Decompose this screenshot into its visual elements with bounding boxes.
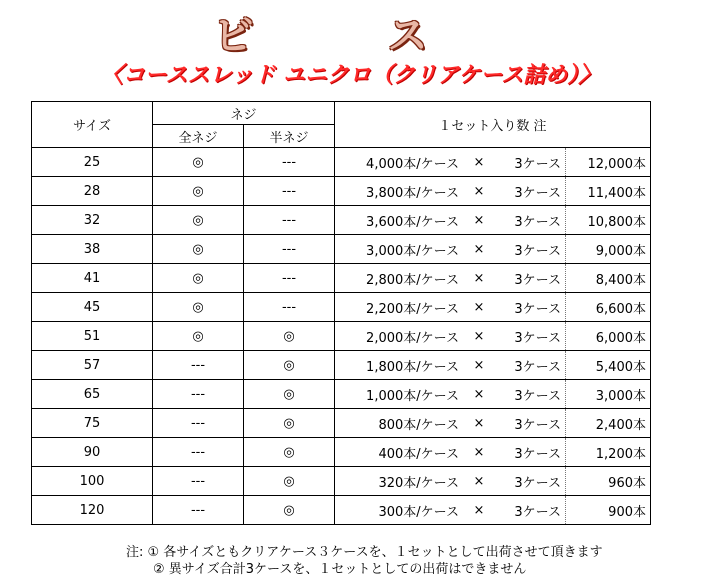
- cell-qty-per-case: 3,000本/ケース: [335, 235, 464, 264]
- cell-full-thread: ◎: [153, 235, 244, 264]
- cell-full-thread: ---: [153, 380, 244, 409]
- table-row: [32, 148, 651, 177]
- cell-cases: 3ケース: [495, 148, 566, 177]
- header-half-thread: 半ネジ: [244, 125, 335, 148]
- cell-total: 8,400本: [566, 264, 651, 293]
- cell-qty-per-case: 4,000本/ケース: [335, 148, 464, 177]
- cell-times: ×: [463, 496, 495, 525]
- cell-qty-per-case: 2,200本/ケース: [335, 293, 464, 322]
- cell-size: 51: [32, 322, 153, 351]
- cell-cases: 3ケース: [495, 380, 566, 409]
- table-row: [32, 496, 651, 525]
- table-row: [32, 322, 651, 351]
- cell-half-thread: ---: [244, 177, 335, 206]
- cell-cases: 3ケース: [495, 206, 566, 235]
- cell-times: ×: [463, 467, 495, 496]
- cell-qty-per-case: 300本/ケース: [335, 496, 464, 525]
- cell-qty-per-case: 3,600本/ケース: [335, 206, 464, 235]
- cell-full-thread: ◎: [153, 322, 244, 351]
- cell-full-thread: ---: [153, 409, 244, 438]
- cell-qty-per-case: 320本/ケース: [335, 467, 464, 496]
- cell-total: 10,800本: [566, 206, 651, 235]
- cell-cases: 3ケース: [495, 467, 566, 496]
- cell-size: 38: [32, 235, 153, 264]
- cell-cases: 3ケース: [495, 351, 566, 380]
- cell-cases: 3ケース: [495, 322, 566, 351]
- cell-size: 100: [32, 467, 153, 496]
- cell-size: 25: [32, 148, 153, 177]
- cell-times: ×: [463, 380, 495, 409]
- cell-cases: 3ケース: [495, 496, 566, 525]
- cell-size: 41: [32, 264, 153, 293]
- cell-total: 6,000本: [566, 322, 651, 351]
- cell-total: 5,400本: [566, 351, 651, 380]
- table-row: [32, 206, 651, 235]
- cell-qty-per-case: 400本/ケース: [335, 438, 464, 467]
- cell-full-thread: ◎: [153, 148, 244, 177]
- cell-size: 57: [32, 351, 153, 380]
- cell-times: ×: [463, 351, 495, 380]
- cell-half-thread: ◎: [244, 438, 335, 467]
- note-2: ② 異サイズ合計3ケースを、１セットとしての出荷はできません: [153, 562, 527, 577]
- cell-total: 3,000本: [566, 380, 651, 409]
- cell-size: 90: [32, 438, 153, 467]
- table-row: [32, 409, 651, 438]
- cell-total: 1,200本: [566, 438, 651, 467]
- cell-qty-per-case: 2,000本/ケース: [335, 322, 464, 351]
- cell-total: 9,000本: [566, 235, 651, 264]
- cell-times: ×: [463, 264, 495, 293]
- header-full-thread: 全ネジ: [153, 125, 244, 148]
- cell-half-thread: ◎: [244, 351, 335, 380]
- header-size: サイズ: [32, 102, 153, 148]
- cell-full-thread: ---: [153, 496, 244, 525]
- table-row: [32, 351, 651, 380]
- header-row-1: [32, 102, 651, 125]
- cell-cases: 3ケース: [495, 293, 566, 322]
- cell-total: 900本: [566, 496, 651, 525]
- table-row: [32, 380, 651, 409]
- table-row: [32, 293, 651, 322]
- cell-qty-per-case: 1,800本/ケース: [335, 351, 464, 380]
- table-row: [32, 467, 651, 496]
- cell-full-thread: ◎: [153, 177, 244, 206]
- cell-size: 75: [32, 409, 153, 438]
- cell-half-thread: ---: [244, 206, 335, 235]
- cell-total: 11,400本: [566, 177, 651, 206]
- table-row: [32, 264, 651, 293]
- cell-total: 960本: [566, 467, 651, 496]
- cell-size: 120: [32, 496, 153, 525]
- cell-half-thread: ◎: [244, 380, 335, 409]
- cell-full-thread: ◎: [153, 264, 244, 293]
- cell-times: ×: [463, 293, 495, 322]
- cell-half-thread: ◎: [244, 409, 335, 438]
- cell-times: ×: [463, 206, 495, 235]
- cell-total: 2,400本: [566, 409, 651, 438]
- cell-half-thread: ---: [244, 148, 335, 177]
- cell-total: 12,000本: [566, 148, 651, 177]
- cell-full-thread: ---: [153, 351, 244, 380]
- cell-half-thread: ◎: [244, 467, 335, 496]
- header-screw: ネジ: [153, 102, 335, 125]
- page-subtitle: 〈コーススレッド ユニクロ（クリアケース詰め）〉: [100, 63, 601, 88]
- table-row: [32, 177, 651, 206]
- cell-times: ×: [463, 177, 495, 206]
- cell-full-thread: ◎: [153, 293, 244, 322]
- cell-half-thread: ---: [244, 264, 335, 293]
- cell-full-thread: ---: [153, 467, 244, 496]
- cell-qty-per-case: 800本/ケース: [335, 409, 464, 438]
- cell-qty-per-case: 1,000本/ケース: [335, 380, 464, 409]
- cell-full-thread: ---: [153, 438, 244, 467]
- table-row: [32, 438, 651, 467]
- cell-half-thread: ◎: [244, 496, 335, 525]
- cell-size: 28: [32, 177, 153, 206]
- cell-half-thread: ---: [244, 235, 335, 264]
- cell-cases: 3ケース: [495, 264, 566, 293]
- cell-cases: 3ケース: [495, 177, 566, 206]
- cell-qty-per-case: 2,800本/ケース: [335, 264, 464, 293]
- cell-half-thread: ◎: [244, 322, 335, 351]
- cell-cases: 3ケース: [495, 235, 566, 264]
- product-table: [31, 101, 651, 525]
- cell-cases: 3ケース: [495, 438, 566, 467]
- cell-size: 32: [32, 206, 153, 235]
- cell-size: 65: [32, 380, 153, 409]
- cell-half-thread: ---: [244, 293, 335, 322]
- table-row: [32, 235, 651, 264]
- note-1: 注: ① 各サイズともクリアケース３ケースを、１セットとして出荷させて頂きます: [126, 545, 603, 560]
- cell-cases: 3ケース: [495, 409, 566, 438]
- header-set: １セット入り数 注: [335, 102, 651, 148]
- cell-times: ×: [463, 148, 495, 177]
- cell-times: ×: [463, 438, 495, 467]
- cell-times: ×: [463, 409, 495, 438]
- cell-full-thread: ◎: [153, 206, 244, 235]
- page-title: ビ ス: [213, 13, 488, 59]
- cell-total: 6,600本: [566, 293, 651, 322]
- cell-times: ×: [463, 322, 495, 351]
- cell-qty-per-case: 3,800本/ケース: [335, 177, 464, 206]
- cell-times: ×: [463, 235, 495, 264]
- cell-size: 45: [32, 293, 153, 322]
